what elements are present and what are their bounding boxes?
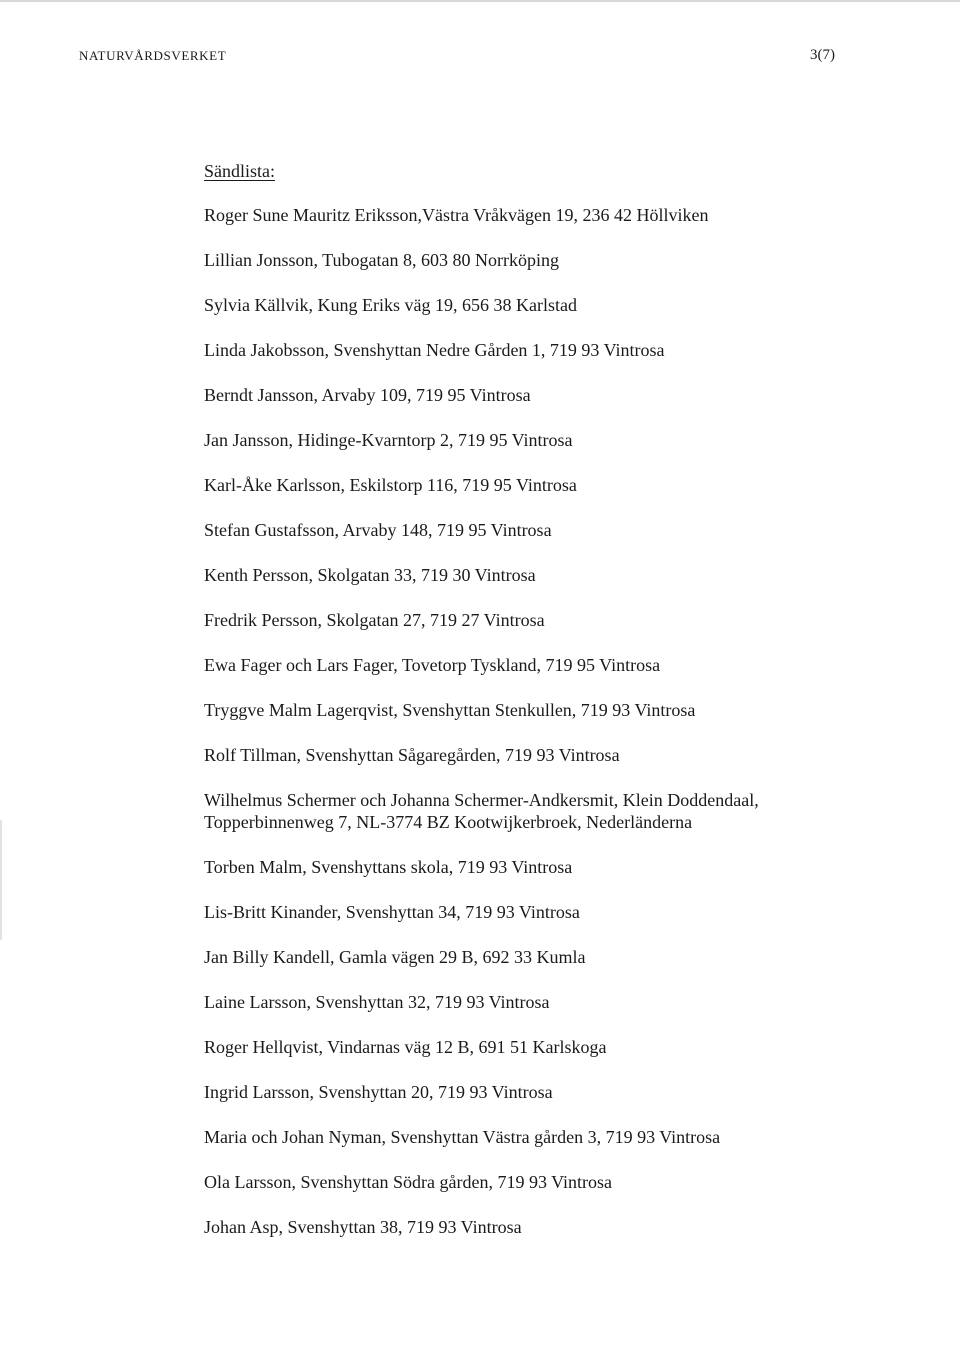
recipient-item: Linda Jakobsson, Svenshyttan Nedre Gården 1, 719 93 Vintrosa — [204, 340, 665, 360]
recipient-item: Jan Jansson, Hidinge-Kvarntorp 2, 719 95 Vintrosa — [204, 430, 573, 450]
recipient-item: Fredrik Persson, Skolgatan 27, 719 27 Vintrosa — [204, 610, 545, 630]
recipient-item: Ingrid Larsson, Svenshyttan 20, 719 93 Vintrosa — [204, 1082, 553, 1102]
header-organization: NATURVÅRDSVERKET — [79, 48, 227, 63]
recipient-item: Torben Malm, Svenshyttans skola, 719 93 Vintrosa — [204, 857, 573, 877]
recipient-item: Lis-Britt Kinander, Svenshyttan 34, 719 93 Vintrosa — [204, 902, 580, 922]
recipient-item: Laine Larsson, Svenshyttan 32, 719 93 Vintrosa — [204, 992, 550, 1012]
recipient-item: Johan Asp, Svenshyttan 38, 719 93 Vintrosa — [204, 1217, 522, 1237]
recipient-item: Rolf Tillman, Svenshyttan Sågaregården, 719 93 Vintrosa — [204, 745, 620, 765]
scan-left-edge — [0, 820, 2, 940]
recipient-item: Lillian Jonsson, Tubogatan 8, 603 80 Norrköping — [204, 250, 560, 270]
scan-top-edge — [0, 0, 960, 2]
recipient-item: Roger Sune Mauritz Eriksson,Västra Vråkvägen 19, 236 42 Höllviken — [204, 205, 709, 225]
recipient-item: Maria och Johan Nyman, Svenshyttan Västra gården 3, 719 93 Vintrosa — [204, 1127, 721, 1147]
page-number: 3(7) — [810, 47, 835, 63]
recipient-item: Ola Larsson, Svenshyttan Södra gården, 719 93 Vintrosa — [204, 1172, 613, 1192]
recipient-item: Sylvia Källvik, Kung Eriks väg 19, 656 38 Karlstad — [204, 295, 577, 315]
recipient-item: Karl-Åke Karlsson, Eskilstorp 116, 719 95 Vintrosa — [204, 475, 577, 495]
recipient-list — [204, 204, 864, 1261]
recipient-item: Jan Billy Kandell, Gamla vägen 29 B, 692 33 Kumla — [204, 947, 586, 967]
recipient-item: Stefan Gustafsson, Arvaby 148, 719 95 Vintrosa — [204, 520, 552, 540]
recipient-item: Kenth Persson, Skolgatan 33, 719 30 Vintrosa — [204, 565, 536, 585]
recipient-item: Roger Hellqvist, Vindarnas väg 12 B, 691 51 Karlskoga — [204, 1037, 607, 1057]
recipient-item: Wilhelmus Schermer och Johanna Schermer-Andkersmit, Klein Doddendaal, Topperbinnenweg 7, NL-3774 BZ Kootwijkerbroek, Nederländerna — [204, 790, 759, 832]
recipient-item: Berndt Jansson, Arvaby 109, 719 95 Vintrosa — [204, 385, 531, 405]
recipient-item: Ewa Fager och Lars Fager, Tovetorp Tyskland, 719 95 Vintrosa — [204, 655, 661, 675]
distribution-list-heading: Sändlista: — [204, 161, 275, 181]
recipient-item: Tryggve Malm Lagerqvist, Svenshyttan Stenkullen, 719 93 Vintrosa — [204, 700, 696, 720]
